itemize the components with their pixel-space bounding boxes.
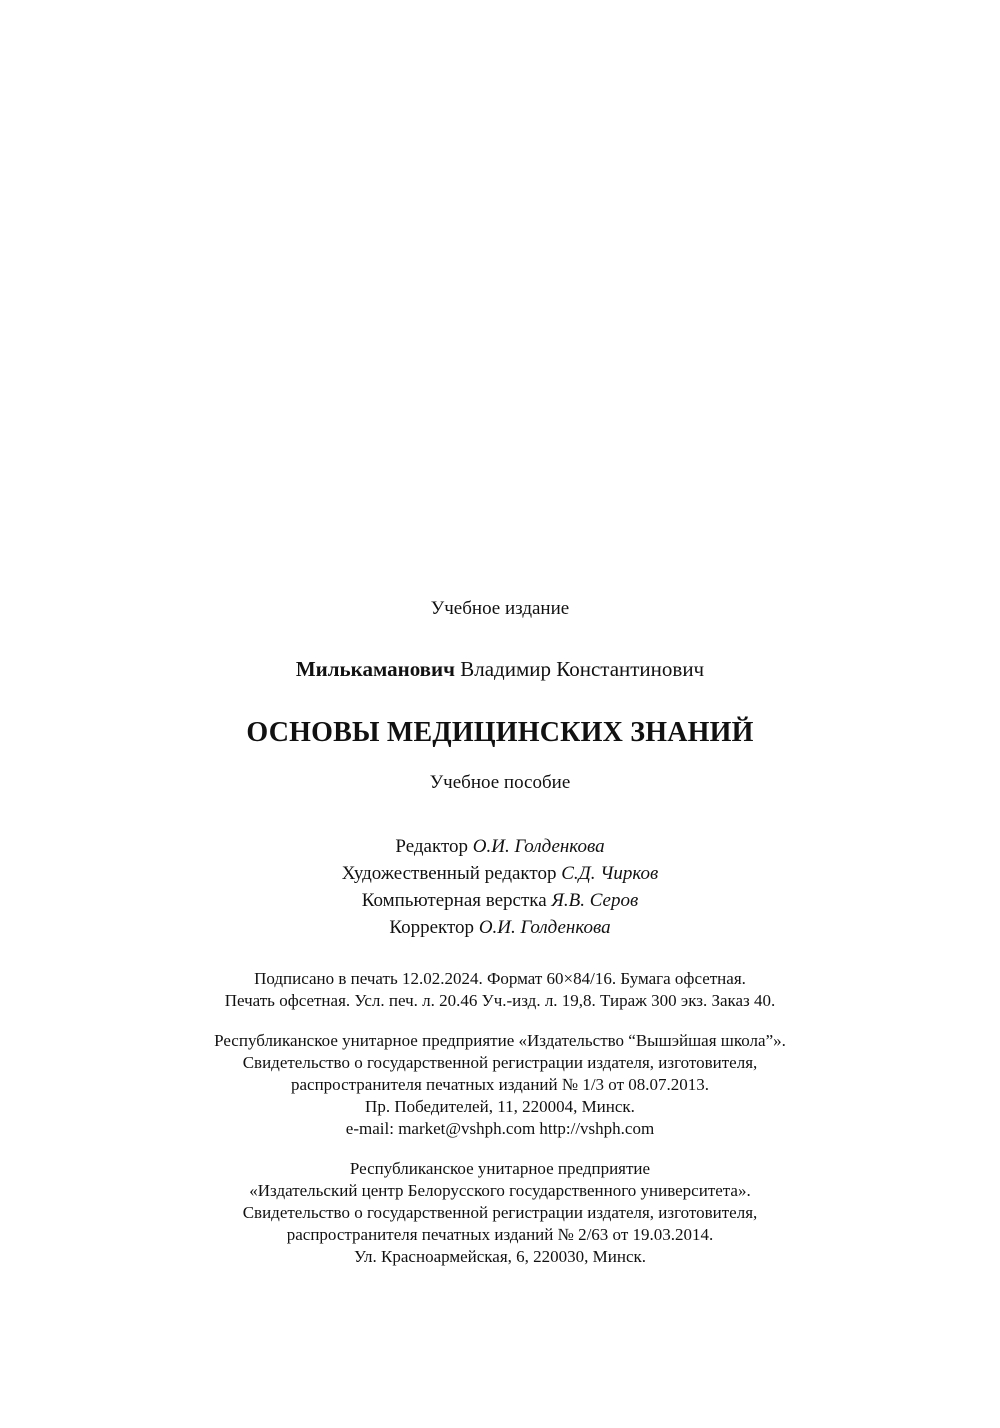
printer-info-line: распространителя печатных изданий № 2/63 от 19.03.2014. bbox=[286, 1225, 714, 1244]
credit-name: Я.В. Серов bbox=[551, 890, 639, 911]
edition-type-text: Учебное издание bbox=[430, 598, 570, 619]
printer-info-line: Свидетельство о государственной регистрации издателя, изготовителя, bbox=[242, 1203, 758, 1222]
book-title-text: ОСНОВЫ МЕДИЦИНСКИХ ЗНАНИЙ bbox=[246, 717, 754, 748]
credits-block bbox=[0, 833, 1000, 941]
credit-role: Редактор bbox=[395, 836, 469, 857]
credit-name: С.Д. Чирков bbox=[561, 863, 659, 884]
publisher-info-line: Свидетельство о государственной регистрации издателя, изготовителя, bbox=[242, 1053, 758, 1072]
print-details bbox=[0, 968, 1000, 1012]
credit-line-layout bbox=[0, 887, 1000, 914]
credit-line-proofreader bbox=[0, 914, 1000, 941]
credit-role: Художественный редактор bbox=[341, 863, 557, 884]
print-details-line: Подписано в печать 12.02.2024. Формат 60×84/16. Бумага офсетная. bbox=[254, 969, 746, 988]
printer-info-line: «Издательский центр Белорусского государственного университета». bbox=[249, 1181, 751, 1200]
printer-info bbox=[0, 1158, 1000, 1268]
printer-info-line: Ул. Красноармейская, 6, 220030, Минск. bbox=[353, 1247, 647, 1266]
author-line bbox=[0, 657, 1000, 682]
publisher-info-line: Пр. Победителей, 11, 220004, Минск. bbox=[365, 1097, 635, 1116]
credit-name: О.И. Голденкова bbox=[478, 917, 611, 938]
publisher-info-line: распространителя печатных изданий № 1/3 от 08.07.2013. bbox=[290, 1075, 710, 1094]
print-details-line: Печать офсетная. Усл. печ. л. 20.46 Уч.-изд. л. 19,8. Тираж 300 экз. Заказ 40. bbox=[224, 991, 776, 1010]
credit-role: Корректор bbox=[389, 917, 475, 938]
edition-type bbox=[0, 598, 1000, 620]
publisher-info bbox=[0, 1030, 1000, 1140]
credit-line-editor bbox=[0, 833, 1000, 860]
printer-info-line: Республиканское унитарное предприятие bbox=[349, 1159, 651, 1178]
credit-line-art-editor bbox=[0, 860, 1000, 887]
book-subtitle bbox=[0, 772, 1000, 794]
publisher-info-line: Республиканское унитарное предприятие «Издательство “Вышэйшая школа”». bbox=[214, 1031, 786, 1050]
credit-name: О.И. Голденкова bbox=[472, 836, 605, 857]
author-surname: Милькаманович bbox=[295, 657, 455, 681]
book-subtitle-text: Учебное пособие bbox=[429, 772, 571, 793]
publisher-contacts: e-mail: market@vshph.com http://vshph.com bbox=[345, 1119, 655, 1138]
author-given-names: Владимир Константинович bbox=[460, 657, 705, 681]
credit-role: Компьютерная верстка bbox=[361, 890, 547, 911]
book-title bbox=[0, 717, 1000, 749]
